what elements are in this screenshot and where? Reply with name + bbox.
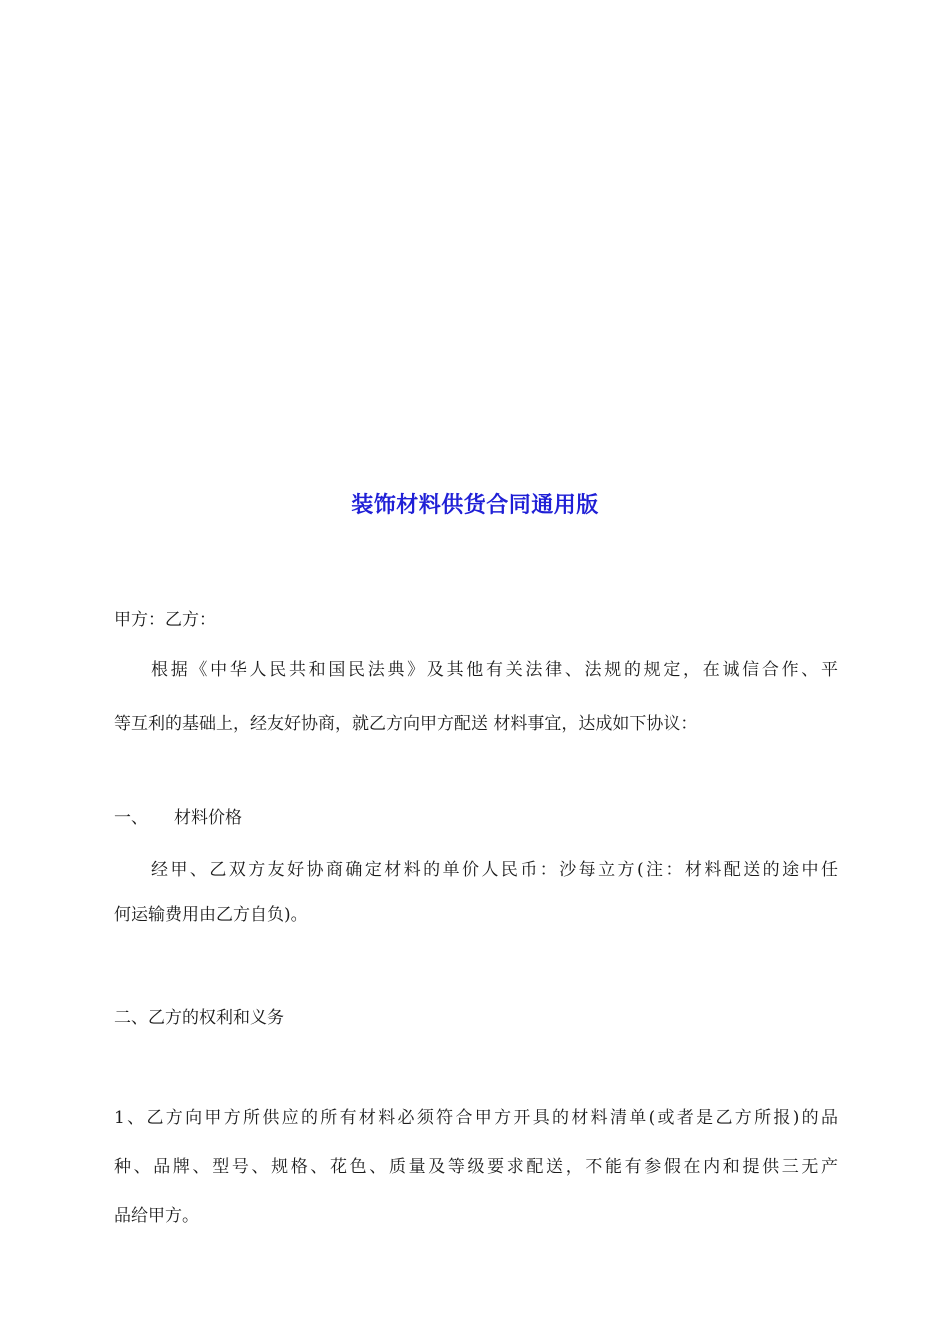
preamble-line-1: 根据《中华人民共和国民法典》及其他有关法律、法规的规定，在诚信合作、平 bbox=[151, 660, 838, 680]
document-title: 装饰材料供货合同通用版 bbox=[351, 493, 599, 518]
section-1-number: 一、 bbox=[114, 808, 148, 828]
section-2-heading: 二、乙方的权利和义务 bbox=[114, 1008, 284, 1028]
section-1-heading bbox=[114, 796, 838, 840]
parties-line: 甲方：乙方： bbox=[114, 610, 216, 630]
section-1-title: 材料价格 bbox=[174, 808, 242, 828]
section-1-line-2: 何运输费用由乙方自负)。 bbox=[114, 905, 308, 925]
section-2-item-1-line-3: 品给甲方。 bbox=[114, 1206, 199, 1226]
section-1-line-1: 经甲、乙双方友好协商确定材料的单价人民币：沙每立方(注：材料配送的途中任 bbox=[151, 860, 838, 880]
preamble-line-2: 等互利的基础上，经友好协商，就乙方向甲方配送 材料事宜，达成如下协议： bbox=[114, 714, 698, 734]
section-2-item-1-line-2: 种、品牌、型号、规格、花色、质量及等级要求配送，不能有参假在内和提供三无产 bbox=[114, 1157, 838, 1177]
section-2-item-1-line-1: 1、乙方向甲方所供应的所有材料必须符合甲方开具的材料清单(或者是乙方所报)的品 bbox=[114, 1108, 838, 1128]
